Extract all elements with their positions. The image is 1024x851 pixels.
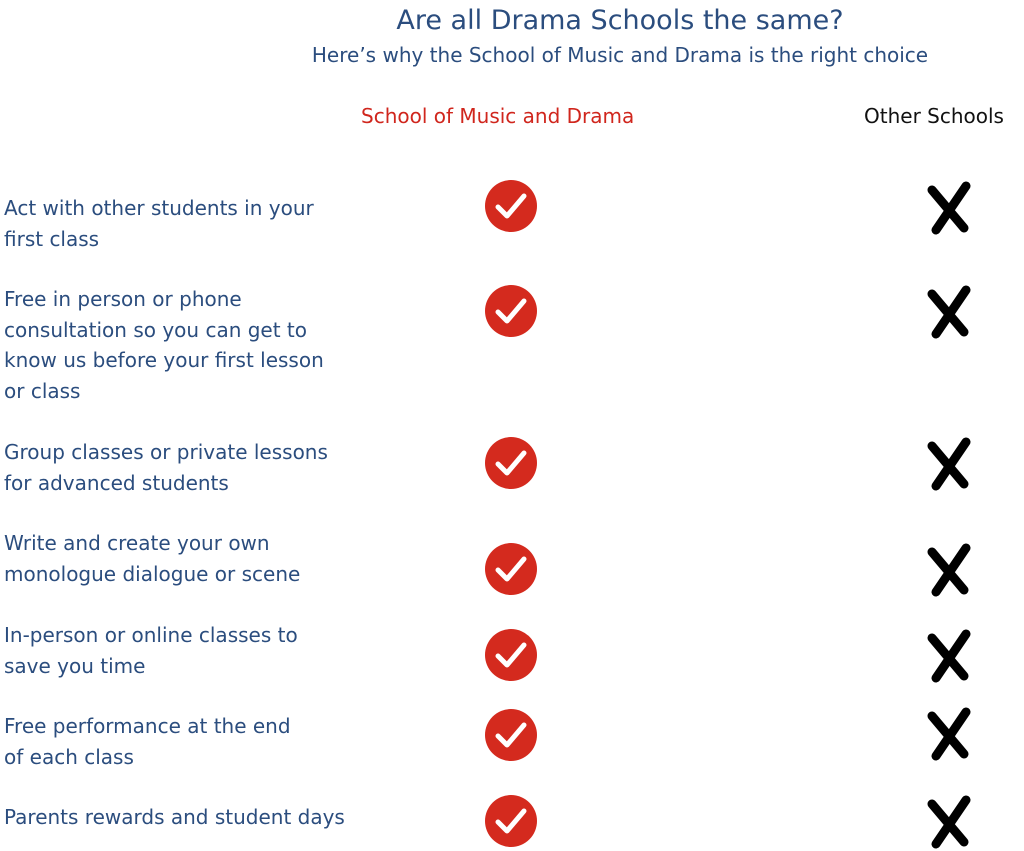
- cross-icon: [926, 284, 974, 340]
- check-icon: [484, 794, 538, 848]
- cross-icon: [926, 436, 974, 492]
- page-subtitle: Here’s why the School of Music and Drama is the right choice: [311, 43, 929, 67]
- check-icon: [484, 436, 538, 490]
- check-icon: [484, 284, 538, 338]
- feature-label: Parents rewards and student days: [4, 805, 345, 829]
- cross-icon: [926, 794, 974, 850]
- cross-icon: [926, 542, 974, 598]
- feature-label: Group classes or private lessons for advanced students: [4, 440, 328, 495]
- page-title: Are all Drama Schools the same?: [396, 5, 844, 36]
- cross-icon: [926, 180, 974, 236]
- feature-label: Act with other students in your first class: [4, 196, 314, 251]
- check-icon: [484, 542, 538, 596]
- column-header-ours: School of Music and Drama: [361, 104, 635, 128]
- cross-icon: [926, 706, 974, 762]
- check-icon: [484, 179, 538, 233]
- feature-label: Free performance at the end of each class: [4, 714, 291, 769]
- cross-icon: [926, 628, 974, 684]
- column-header-others: Other Schools: [864, 104, 1004, 128]
- feature-label: Write and create your own monologue dialogue or scene: [4, 531, 301, 586]
- check-icon: [484, 628, 538, 682]
- feature-label: Free in person or phone consultation so you can get to know us before your first lesson or class: [4, 287, 324, 403]
- feature-label: In-person or online classes to save you time: [4, 623, 298, 678]
- check-icon: [484, 708, 538, 762]
